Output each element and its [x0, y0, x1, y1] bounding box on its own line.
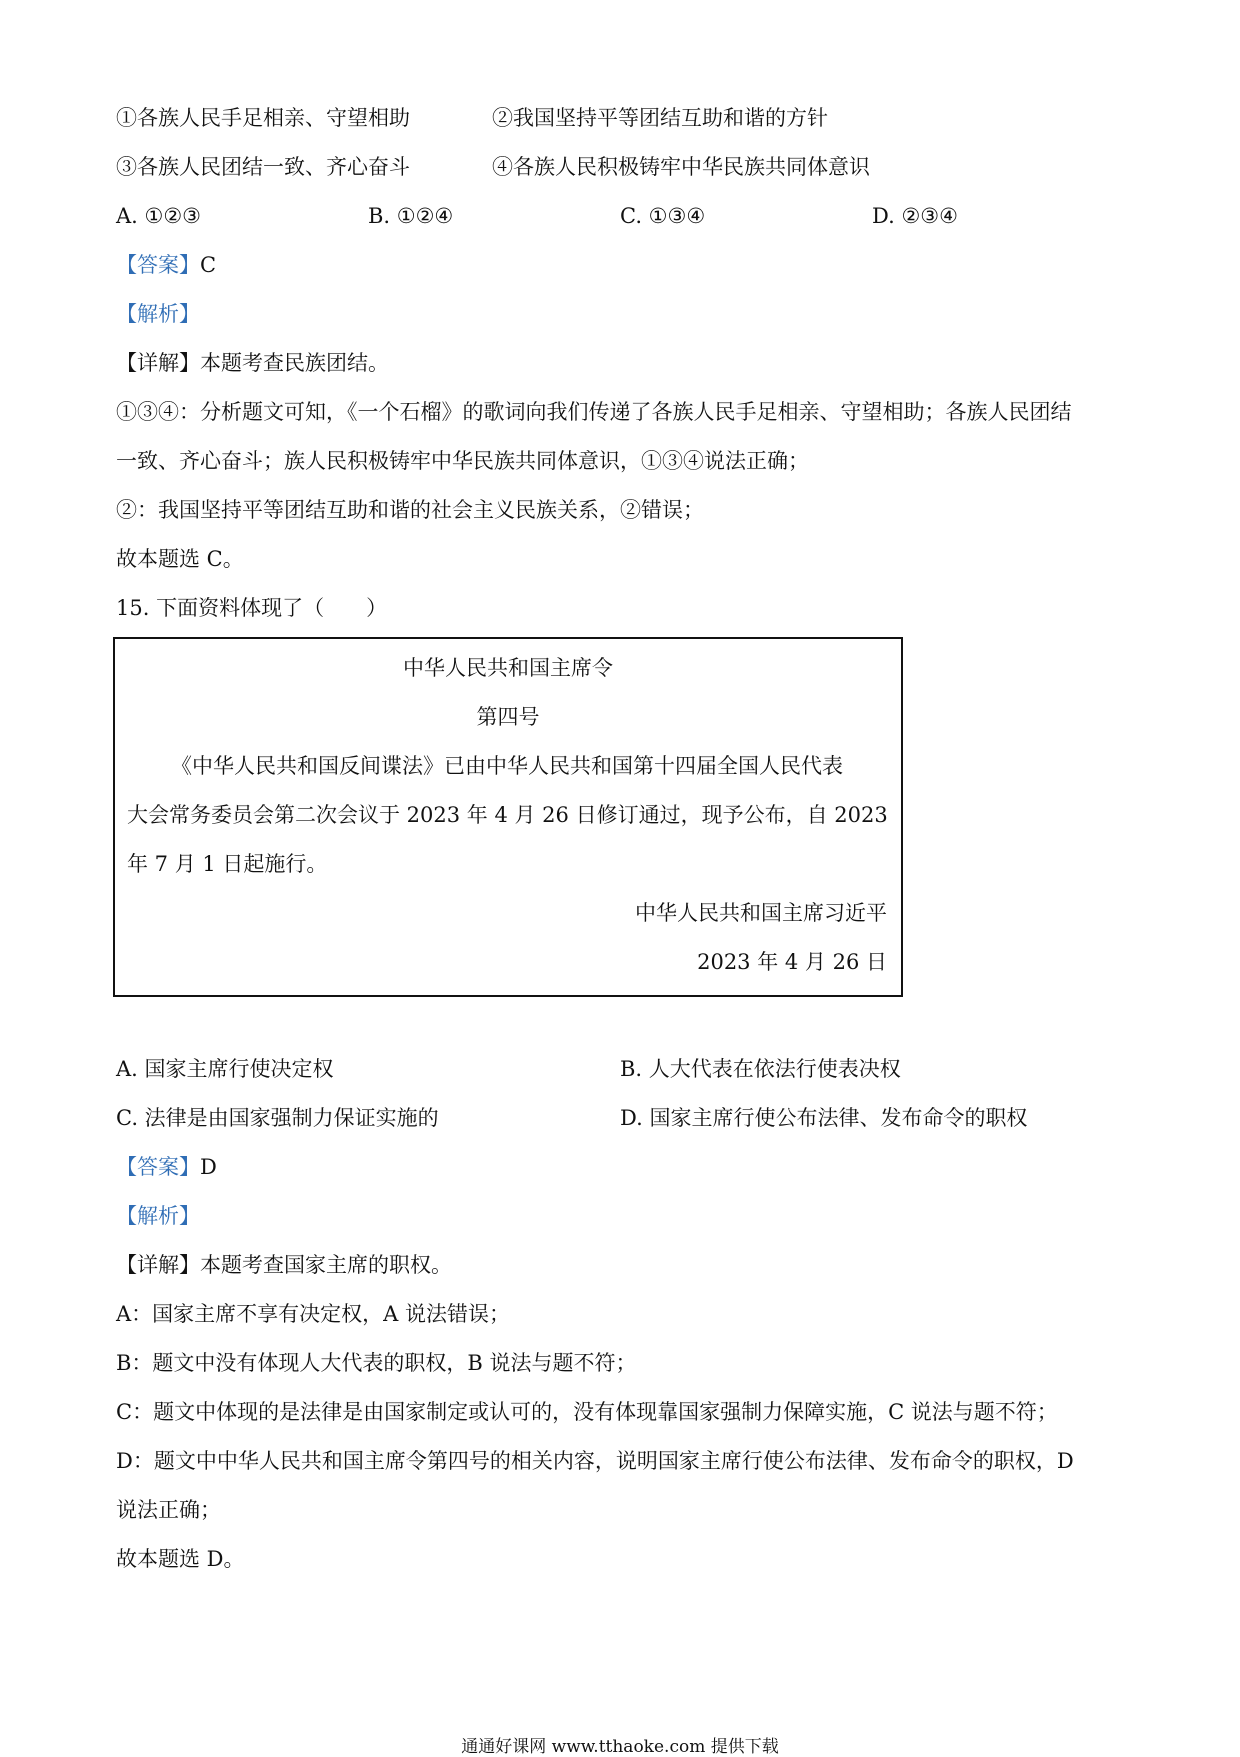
option-c: C. 法律是由国家强制力保证实施的	[116, 1106, 439, 1130]
material-date: 2023 年 4 月 26 日	[697, 950, 887, 974]
answer-tag: 【答案】	[116, 1155, 200, 1179]
statement-1: ①各族人民手足相亲、守望相助	[116, 106, 410, 130]
prev-option-a: A. ①②③	[116, 204, 201, 228]
prev-answer	[116, 250, 216, 280]
question-15-stem: 15. 下面资料体现了（ ）	[116, 596, 388, 620]
statement-4: ④各族人民积极铸牢中华民族共同体意识	[492, 155, 870, 179]
detail-line: B：题文中没有体现人大代表的职权，B 说法与题不符；	[116, 1351, 637, 1375]
prev-option-c: C. ①③④	[620, 204, 706, 228]
detail-line: 故本题选 D。	[116, 1547, 245, 1571]
footer-watermark: 通通好课网 www.tthaoke.com 提供下载	[461, 1737, 779, 1757]
answer	[116, 1152, 217, 1182]
prev-detail-line: ①③④：分析题文可知，《一个石榴》的歌词向我们传递了各族人民手足相亲、守望相助；各族人民团结	[116, 400, 1072, 424]
material-box	[113, 637, 903, 997]
option-d: D. 国家主席行使公布法律、发布命令的职权	[620, 1106, 1028, 1130]
detail-line: C：题文中体现的是法律是由国家制定或认可的，没有体现靠国家强制力保障实施，C 说法与题不符；	[116, 1400, 1058, 1424]
material-title: 中华人民共和国主席令	[403, 656, 613, 680]
material-body-line: 《中华人民共和国反间谍法》已由中华人民共和国第十四届全国人民代表	[171, 754, 843, 778]
option-a: A. 国家主席行使决定权	[116, 1057, 334, 1081]
detail-line: 说法正确；	[116, 1498, 221, 1522]
statement-3: ③各族人民团结一致、齐心奋斗	[116, 155, 410, 179]
option-b: B. 人大代表在依法行使表决权	[620, 1057, 901, 1081]
prev-answer-tag: 【答案】	[116, 253, 200, 277]
prev-detail-line: 【详解】本题考查民族团结。	[116, 351, 389, 375]
prev-option-b: B. ①②④	[368, 204, 454, 228]
answer-value: D	[200, 1155, 217, 1179]
detail-line: D：题文中中华人民共和国主席令第四号的相关内容，说明国家主席行使公布法律、发布命令的职权，D	[116, 1449, 1074, 1473]
prev-answer-value: C	[200, 253, 217, 277]
prev-analysis-tag: 【解析】	[116, 302, 200, 326]
detail-line: 【详解】本题考查国家主席的职权。	[116, 1253, 452, 1277]
statement-2: ②我国坚持平等团结互助和谐的方针	[492, 106, 828, 130]
prev-option-d: D. ②③④	[872, 204, 958, 228]
detail-line: A：国家主席不享有决定权，A 说法错误；	[116, 1302, 511, 1326]
material-number: 第四号	[476, 705, 540, 729]
material-signature: 中华人民共和国主席习近平	[635, 901, 887, 925]
prev-detail-line: 故本题选 C。	[116, 547, 244, 571]
prev-detail-line: 一致、齐心奋斗；族人民积极铸牢中华民族共同体意识，①③④说法正确；	[116, 449, 809, 473]
material-body-line: 年 7 月 1 日起施行。	[127, 852, 328, 876]
analysis-tag: 【解析】	[116, 1204, 200, 1228]
material-body-line: 大会常务委员会第二次会议于 2023 年 4 月 26 日修订通过，现予公布，自 2023	[127, 803, 888, 827]
prev-detail-line: ②：我国坚持平等团结互助和谐的社会主义民族关系，②错误；	[116, 498, 704, 522]
